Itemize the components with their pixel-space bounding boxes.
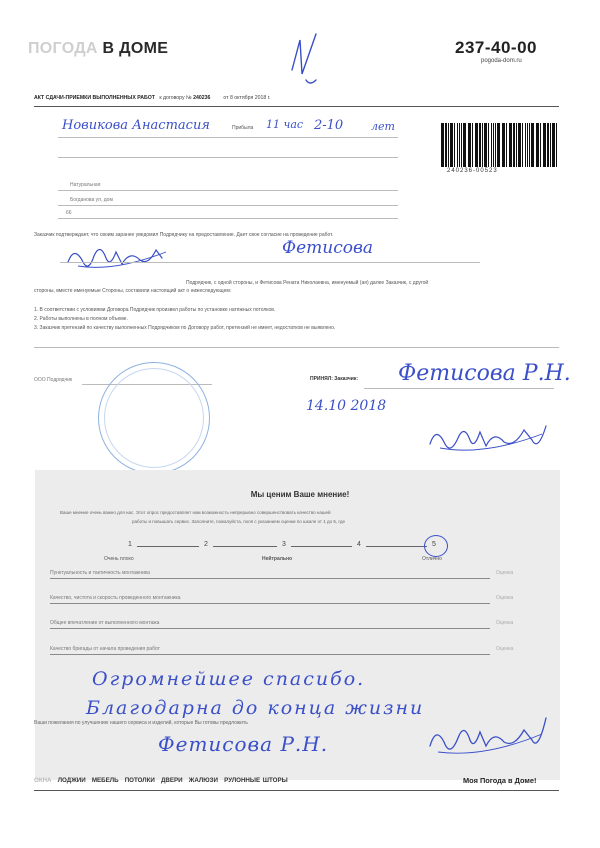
form-rule [58, 205, 398, 206]
barcode-bar [506, 123, 507, 167]
survey-question-label: Общее впечатление от выполненного монтажа [50, 620, 160, 626]
service-value: Натуральная [70, 182, 101, 188]
barcode-bar [482, 123, 483, 167]
apartment-value: 66 [66, 210, 72, 216]
barcode-bar [475, 123, 478, 167]
barcode-bar [484, 123, 487, 167]
customer-signature [64, 238, 174, 278]
survey-score-box[interactable]: Оценка [496, 620, 514, 626]
scale-number-4[interactable]: 4 [357, 541, 361, 548]
barcode [441, 123, 561, 167]
barcode-bar [552, 123, 555, 167]
barcode-bar [468, 123, 471, 167]
barcode-bar [461, 123, 462, 167]
scale-connector [291, 546, 352, 547]
scale-label-high: Отлично [422, 556, 442, 562]
act-date: от 8 октября 2018 г. [223, 95, 271, 101]
feedback-line-1: Огромнейшее спасибо. [92, 668, 366, 690]
survey-answer-line[interactable] [50, 578, 490, 579]
accepted-date-handwritten: 14.10 2018 [306, 398, 387, 414]
barcode-bar [497, 123, 500, 167]
form-rule [60, 262, 480, 263]
footer-nav-item[interactable]: ПОТОЛКИ [124, 777, 155, 784]
survey-title: Мы ценим Ваше мнение! [250, 490, 350, 499]
contractor-label: ООО Подрядчик [34, 377, 73, 383]
footer-nav [34, 777, 288, 784]
barcode-bar [540, 123, 541, 167]
scale-label-mid: Нейтрально [262, 556, 293, 562]
selected-rating-circle [424, 535, 448, 557]
year-suffix: лет [371, 120, 395, 133]
notice-text: Заказчик подтверждает, что своим заранее уведомил Подрядчику на предоставление. Дает свое согласие на проведение работ. [34, 232, 334, 238]
survey-question-label: Качество, чистота и скорость проведенного монтажника [50, 595, 181, 601]
survey-intro-1: Ваше мнение очень важно для нас. Этот опрос предоставляет нам возможность непрерывно совершенствовать качество нашей [60, 510, 331, 515]
scale-label-low: Очень плохо [104, 556, 134, 562]
barcode-bar [536, 123, 539, 167]
scale-connector [366, 546, 427, 547]
comment-label: Ваши пожелания по улучшению нашего сервиса и изделий, которые Вы готовы предложить [34, 720, 248, 726]
barcode-bar [516, 123, 517, 167]
form-rule [58, 218, 398, 219]
parties-line-1: Подрядчик, с одной стороны, и Фетисова Рената Николаевна, именуемый (ая) далее Заказчик, с другой [186, 280, 429, 286]
survey-score-box[interactable]: Оценка [496, 595, 514, 601]
form-rule [58, 190, 398, 191]
barcode-bar [518, 123, 521, 167]
customer-name-handwritten: Фетисова [282, 238, 374, 258]
accepted-sign-rule [364, 388, 554, 389]
barcode-bar [513, 123, 515, 167]
barcode-bar [556, 123, 557, 167]
barcode-bar [547, 123, 549, 167]
brand-logo-faint: ПОГОДА [28, 40, 98, 57]
survey-intro-2: работы и повышать сервис. Заполните, пожалуйста, поля с указанием оценки по шкале от 1 до 5, где [132, 519, 345, 524]
act-number: 240236 [193, 95, 211, 101]
clause-1: 1. В соответствии с условиями Договора Подрядчик произвел работы по установке натяжных потолков. [34, 307, 276, 313]
survey-score-box[interactable]: Оценка [496, 570, 514, 576]
barcode-bar [543, 123, 546, 167]
scale-number-5[interactable]: 5 [432, 541, 436, 548]
footer-rule [34, 790, 559, 791]
scale-number-2[interactable]: 2 [204, 541, 208, 548]
arrival-time: 11 час [266, 118, 304, 131]
barcode-bar [441, 123, 444, 167]
final-signature-name: Фетисова Р.Н. [158, 732, 329, 756]
phone-number: 237-40-00 [455, 38, 538, 57]
feedback-line-2: Благодарна до конца жизни [86, 697, 425, 719]
barcode-bar [450, 123, 453, 167]
pen-mark [286, 30, 326, 90]
scale-connector [213, 546, 277, 547]
form-rule [58, 137, 398, 138]
footer-nav-item[interactable]: ЛОДЖИИ [57, 777, 86, 784]
footer-slogan: Моя Погода в Доме! [463, 776, 537, 785]
parties-line-2: стороны, вместе именуемые Стороны, составили настоящий акт о нижеследующем: [34, 288, 232, 294]
round-stamp [98, 362, 210, 474]
barcode-bar [527, 123, 528, 167]
survey-question-label: Пунктуальность и тактичность монтажника [50, 570, 150, 576]
act-title [34, 95, 270, 101]
arrival-minutes: 2-10 [314, 118, 344, 133]
footer-nav-item[interactable]: РУЛОННЫЕ ШТОРЫ [224, 777, 288, 784]
footer-nav-item[interactable]: ДВЕРИ [161, 777, 183, 784]
survey-answer-line[interactable] [50, 628, 490, 629]
barcode-bar [525, 123, 526, 167]
barcode-bar [445, 123, 447, 167]
survey-score-box[interactable]: Оценка [496, 646, 514, 652]
barcode-bar [495, 123, 496, 167]
barcode-bar [457, 123, 458, 167]
final-signature [424, 712, 554, 768]
footer-nav-item[interactable]: МЕБЕЛЬ [91, 777, 119, 784]
address-value: Богданова ул, дом [70, 197, 113, 203]
accepted-label: ПРИНЯЛ: Заказчик: [310, 376, 358, 382]
header-rule [34, 106, 559, 107]
survey-answer-line[interactable] [50, 654, 490, 655]
scale-number-1[interactable]: 1 [128, 541, 132, 548]
barcode-bar [454, 123, 455, 167]
form-rule [34, 347, 559, 348]
act-contract-prefix: к договору № [159, 95, 192, 101]
barcode-bar [459, 123, 460, 167]
brand-logo-text: В ДОМЕ [102, 40, 169, 57]
handwritten-name: Новикова Анастасия [62, 118, 210, 133]
website: pogoda-dom.ru [481, 58, 522, 64]
footer-nav-item[interactable]: ОКНА [34, 777, 52, 784]
barcode-bar [488, 123, 489, 167]
footer-nav-item[interactable]: ЖАЛЮЗИ [188, 777, 218, 784]
scale-connector [137, 546, 199, 547]
arrival-label: Прибыла [232, 125, 254, 131]
barcode-bar [472, 123, 473, 167]
barcode-bar [448, 123, 449, 167]
barcode-bar [531, 123, 534, 167]
barcode-bar [493, 123, 494, 167]
barcode-bar [529, 123, 530, 167]
barcode-bar [550, 123, 551, 167]
barcode-bar [491, 123, 492, 167]
brand-logo [28, 40, 168, 58]
barcode-bar [509, 123, 512, 167]
act-title-text: АКТ СДАЧИ-ПРИЕМКИ ВЫПОЛНЕННЫХ РАБОТ [34, 95, 155, 101]
clause-3: 3. Заказчик претензий по качеству выполненных Подрядчиком по Договору работ, претензий не имеет, недостатков не выявлено. [34, 325, 336, 331]
form-rule [58, 157, 398, 158]
survey-answer-line[interactable] [50, 603, 490, 604]
survey-question-label: Качество бригады от начала проведения работ [50, 646, 160, 652]
barcode-bar [463, 123, 466, 167]
accepted-by-handwritten: Фетисова Р.Н. [398, 361, 571, 386]
clause-2: 2. Работы выполнены в полном объеме. [34, 316, 128, 322]
barcode-number: 240236-00523 [447, 168, 498, 174]
accepted-signature [424, 418, 554, 462]
scale-number-3[interactable]: 3 [282, 541, 286, 548]
barcode-bar [522, 123, 523, 167]
barcode-bar [479, 123, 481, 167]
barcode-bar [502, 123, 505, 167]
